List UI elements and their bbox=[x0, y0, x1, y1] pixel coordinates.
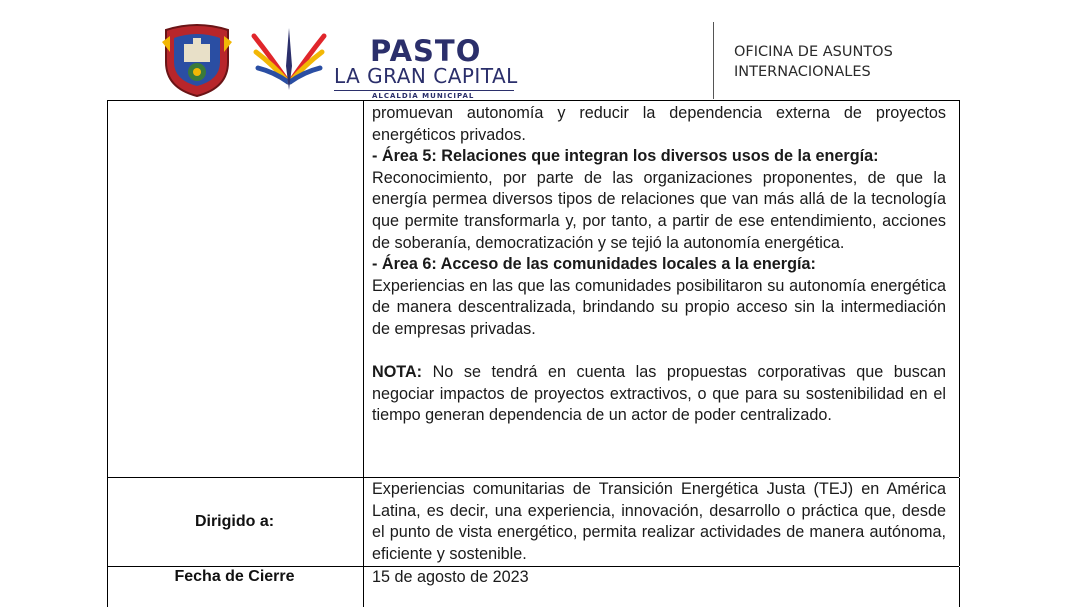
paragraph-intro: promuevan autonomía y reducir la dependencia externa de proyectos energéticos privados. bbox=[372, 104, 946, 144]
area-6-heading: - Área 6: Acceso de las comunidades locales a la energía: bbox=[372, 255, 816, 274]
deadline-text bbox=[372, 567, 946, 589]
criteria-text bbox=[372, 103, 946, 427]
row-label-cell bbox=[107, 100, 364, 477]
deadline-label: Fecha de Cierre bbox=[174, 568, 295, 585]
table-row-deadline bbox=[107, 567, 959, 607]
brand-subtitle: LA GRAN CAPITAL bbox=[334, 64, 518, 88]
note-body: No se tendrá en cuenta las propuestas corporativas que buscan negociar impactos de proyectos extractivos, o que para su sostenibilidad en el tiempo generan dependencia de un actor de poder centralizado. bbox=[372, 363, 946, 425]
note-paragraph bbox=[372, 362, 946, 427]
area-5-body: Reconocimiento, por parte de las organizaciones proponentes, de que la energía permea diversos tipos de relaciones que van más allá de la tecnología que permite transformarla y, por tanto, a partir de ese entendimiento, acciones de soberanía, democratización y se tejió la autonomía energética. bbox=[372, 168, 946, 252]
document-header bbox=[0, 0, 1068, 100]
area-6-body: Experiencias en las que las comunidades posibilitaron su autonomía energética de manera descentralizada, brindando su propio acceso sin la intermediación de empresas privadas. bbox=[372, 276, 946, 338]
audience-label: Dirigido a: bbox=[194, 513, 275, 530]
audience-paragraph: Experiencias comunitarias de Transición Energética Justa (TEJ) en América Latina, es decir, una experiencia, innovación, desarrollo o práctica que, desde el punto de vista energético, permita realizar actividades de manera autónoma, eficiente y sostenible. bbox=[372, 480, 946, 563]
table-row-audience bbox=[107, 478, 959, 566]
audience-text bbox=[372, 479, 946, 565]
wings-logo-icon bbox=[250, 26, 328, 92]
office-line-1: OFICINA DE ASUNTOS bbox=[734, 44, 893, 60]
note-label: NOTA: bbox=[372, 363, 423, 382]
office-name bbox=[734, 42, 893, 82]
coat-of-arms-icon bbox=[160, 22, 234, 98]
office-line-2: INTERNACIONALES bbox=[734, 64, 871, 80]
header-divider bbox=[713, 22, 714, 99]
brand-small-text: ALCALDÍA MUNICIPAL bbox=[372, 92, 475, 100]
table-row-criteria bbox=[107, 100, 959, 477]
spacer bbox=[372, 341, 946, 363]
area-5-heading: - Área 5: Relaciones que integran los diversos usos de la energía: bbox=[372, 147, 879, 166]
info-table bbox=[107, 100, 959, 600]
brand-title: PASTO bbox=[370, 34, 482, 68]
deadline-value: 15 de agosto de 2023 bbox=[372, 568, 529, 586]
brand-divider bbox=[334, 90, 514, 91]
